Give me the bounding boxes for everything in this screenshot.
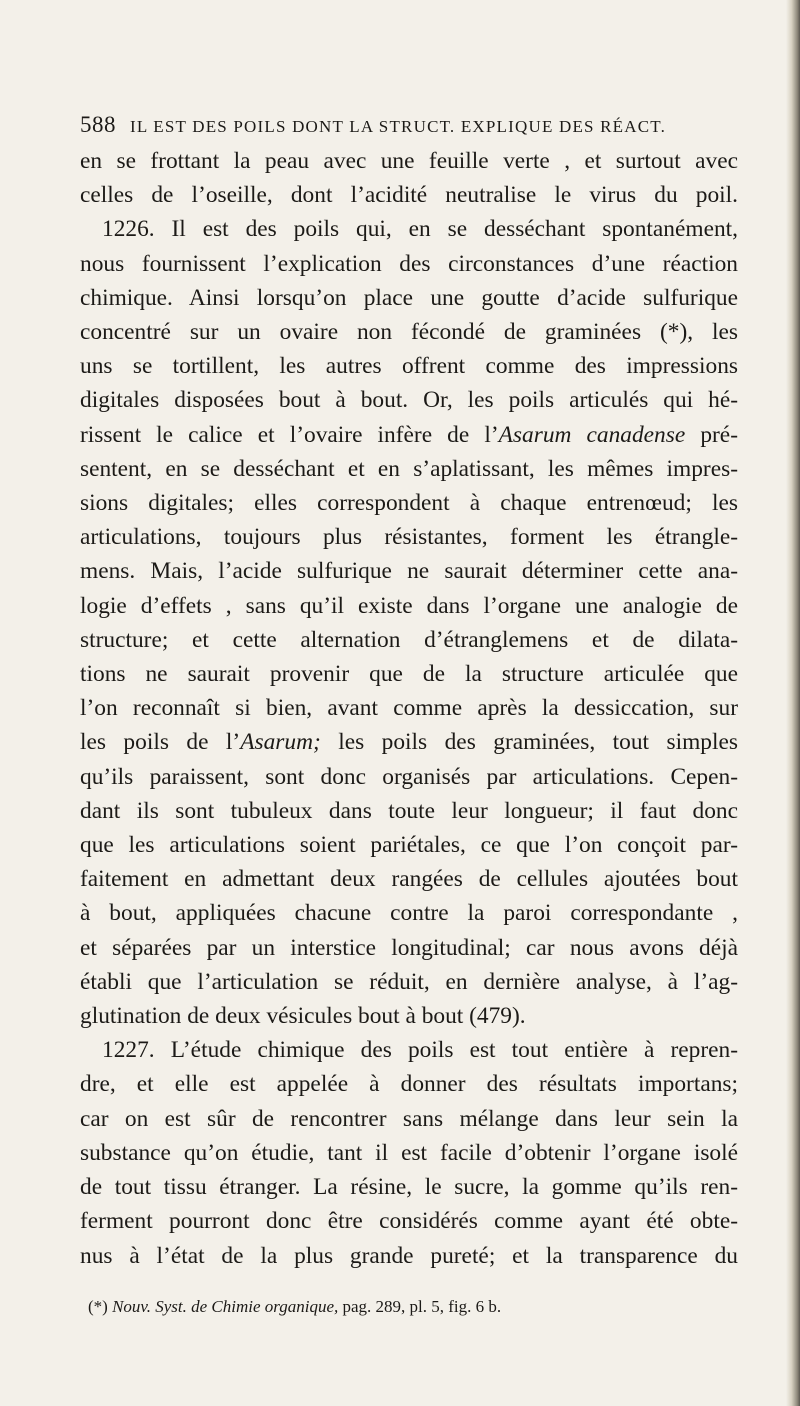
paragraph-1227-start: 1227. L’étude chimique des poils est tout entière à repren- xyxy=(102,1037,738,1064)
text-line: à bout, appliquées chacune contre la paroi correspondante , xyxy=(80,900,738,927)
text-line: dre, et elle est appelée à donner des résultats importans; xyxy=(80,1071,738,1098)
italic-species-name: Asarum canadense xyxy=(498,421,686,448)
page-number: 588 xyxy=(80,112,116,137)
text-line: nous fournissent l’explication des circonstances d’une réaction xyxy=(80,250,738,277)
text-line: l’on reconnaît si bien, avant comme après la dessiccation, sur xyxy=(80,695,738,722)
text-line: faitement en admettant deux rangées de cellules ajoutées bout xyxy=(80,866,738,893)
text-segment: les poils de l’ xyxy=(80,729,241,756)
text-segment: les poils des graminées, tout simples xyxy=(320,729,738,756)
text-segment: rissent le calice et l’ovaire infère de l’ xyxy=(80,421,499,448)
text-line: concentré sur un ovaire non fécondé de graminées (*), les xyxy=(80,319,738,346)
text-line: dant ils sont tubuleux dans toute leur longueur; il faut donc xyxy=(80,797,738,824)
text-line: nus à l’état de la plus grande pureté; et la transparence du xyxy=(80,1242,738,1269)
book-page xyxy=(80,112,738,1317)
footnote-marker: (*) xyxy=(88,1296,108,1316)
text-line: substance qu’on étudie, tant il est facile d’obtenir l’organe isolé xyxy=(80,1139,738,1166)
running-head xyxy=(80,112,738,138)
text-line: tions ne saurait provenir que de la structure articulée que xyxy=(80,661,738,688)
text-line-asarum xyxy=(80,725,738,759)
text-line: car on est sûr de rencontrer sans mélange dans leur sein la xyxy=(80,1105,738,1132)
footnote xyxy=(80,1297,738,1317)
text-line: uns se tortillent, les autres offrent comme des impressions xyxy=(80,353,738,380)
text-line: mens. Mais, l’acide sulfurique ne saurait déterminer cette ana- xyxy=(80,558,738,585)
text-segment: pré- xyxy=(685,421,738,448)
text-line-asarum-canadense xyxy=(80,418,738,452)
text-line: structure; et cette alternation d’étranglemens et de dilata- xyxy=(80,626,738,653)
text-line: articulations, toujours plus résistantes, forment les étrangle- xyxy=(80,524,738,551)
footnote-reference-detail: pag. 289, pl. 5, fig. 6 b. xyxy=(338,1296,502,1316)
page-edge-shadow xyxy=(786,0,800,1406)
text-line: établi que l’articulation se réduit, en dernière analyse, à l’ag- xyxy=(80,968,738,995)
text-line: digitales disposées bout à bout. Or, les poils articulés qui hé- xyxy=(80,387,738,414)
text-line: en se frottant la peau avec une feuille verte , et surtout avec xyxy=(80,148,738,174)
italic-genus-name: Asarum; xyxy=(240,729,321,756)
text-line: que les articulations soient pariétales, ce que l’on conçoit par- xyxy=(80,832,738,859)
footnote-reference-title: Nouv. Syst. de Chimie organique, xyxy=(112,1296,339,1316)
text-line: sentent, en se desséchant et en s’aplatissant, les mêmes impres- xyxy=(80,455,738,482)
text-line: et séparées par un interstice longitudinal; car nous avons déjà xyxy=(80,934,738,961)
running-title: IL EST DES POILS DONT LA STRUCT. EXPLIQUE DES RÉACT. xyxy=(130,117,667,136)
text-line: qu’ils paraissent, sont donc organisés par articulations. Cepen- xyxy=(80,763,738,790)
body-text xyxy=(80,144,738,1273)
text-line: chimique. Ainsi lorsqu’on place une goutte d’acide sulfurique xyxy=(80,284,738,311)
text-line: celles de l’oseille, dont l’acidité neutralise le virus du poil. xyxy=(80,182,738,209)
text-line: logie d’effets , sans qu’il existe dans l’organe une analogie de xyxy=(80,592,738,619)
text-line: glutination de deux vésicules bout à bout (479). xyxy=(80,1003,526,1030)
text-line: ferment pourront donc être considérés comme ayant été obte- xyxy=(80,1208,738,1235)
text-line: sions digitales; elles correspondent à chaque entrenœud; les xyxy=(80,490,738,517)
text-line: de tout tissu étranger. La résine, le sucre, la gomme qu’ils ren- xyxy=(80,1174,738,1201)
paragraph-1226-start: 1226. Il est des poils qui, en se desséchant spontanément, xyxy=(102,216,738,243)
